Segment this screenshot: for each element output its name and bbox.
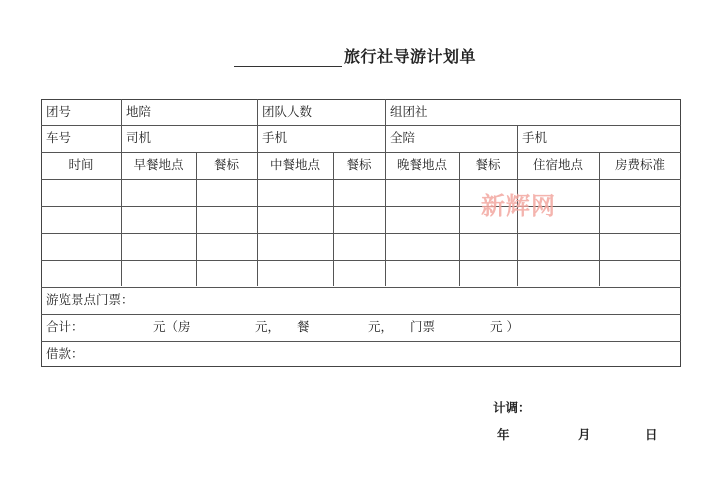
total-yuan-close: 元 ） [490, 319, 519, 334]
row-divider [41, 260, 681, 261]
header-lunch-place: 中餐地点 [269, 157, 320, 172]
date-day-label: 日 [645, 427, 658, 442]
plan-table [41, 99, 681, 367]
car-no-label: 车号 [46, 130, 72, 145]
date-month-label: 月 [578, 427, 591, 442]
title-blank-line [234, 46, 342, 67]
row-divider [41, 206, 681, 207]
total-yuan-1: 元， [255, 319, 281, 334]
national-guide-label: 全陪 [390, 130, 416, 145]
tickets-label: 游览景点门票： [46, 292, 134, 307]
driver-label: 司机 [126, 130, 152, 145]
date-year-label: 年 [497, 427, 510, 442]
header-breakfast-std: 餐标 [213, 157, 239, 172]
loan-label: 借款： [46, 346, 84, 361]
header-breakfast-place: 早餐地点 [133, 157, 184, 172]
local-guide-label: 地陪 [126, 104, 152, 119]
row-divider [41, 233, 681, 234]
header-dinner-std: 餐标 [475, 157, 501, 172]
watermark: 新辉网 [481, 192, 556, 220]
total-yuan-2: 元， [368, 319, 394, 334]
total-meal: 餐 [297, 319, 310, 334]
header-lunch-std: 餐标 [346, 157, 372, 172]
driver-phone-label: 手机 [262, 130, 288, 145]
row-divider [41, 314, 681, 315]
title-area [234, 46, 476, 67]
team-no-label: 团号 [46, 104, 72, 119]
total-yuan-room: 元（房 [153, 319, 191, 334]
header-time: 时间 [68, 157, 94, 172]
organizer-label: 组团社 [390, 104, 428, 119]
total-label: 合计： [46, 319, 84, 334]
row-divider [41, 179, 681, 180]
team-count-label: 团队人数 [262, 104, 313, 119]
total-ticket: 门票 [410, 319, 436, 334]
header-room-rate: 房费标准 [614, 157, 665, 172]
header-dinner-place: 晚餐地点 [396, 157, 447, 172]
planner-signature-label: 计调： [493, 400, 531, 415]
header-lodging-place: 住宿地点 [532, 157, 583, 172]
guide-phone-label: 手机 [522, 130, 548, 145]
page-title: 旅行社导游计划单 [344, 47, 477, 66]
